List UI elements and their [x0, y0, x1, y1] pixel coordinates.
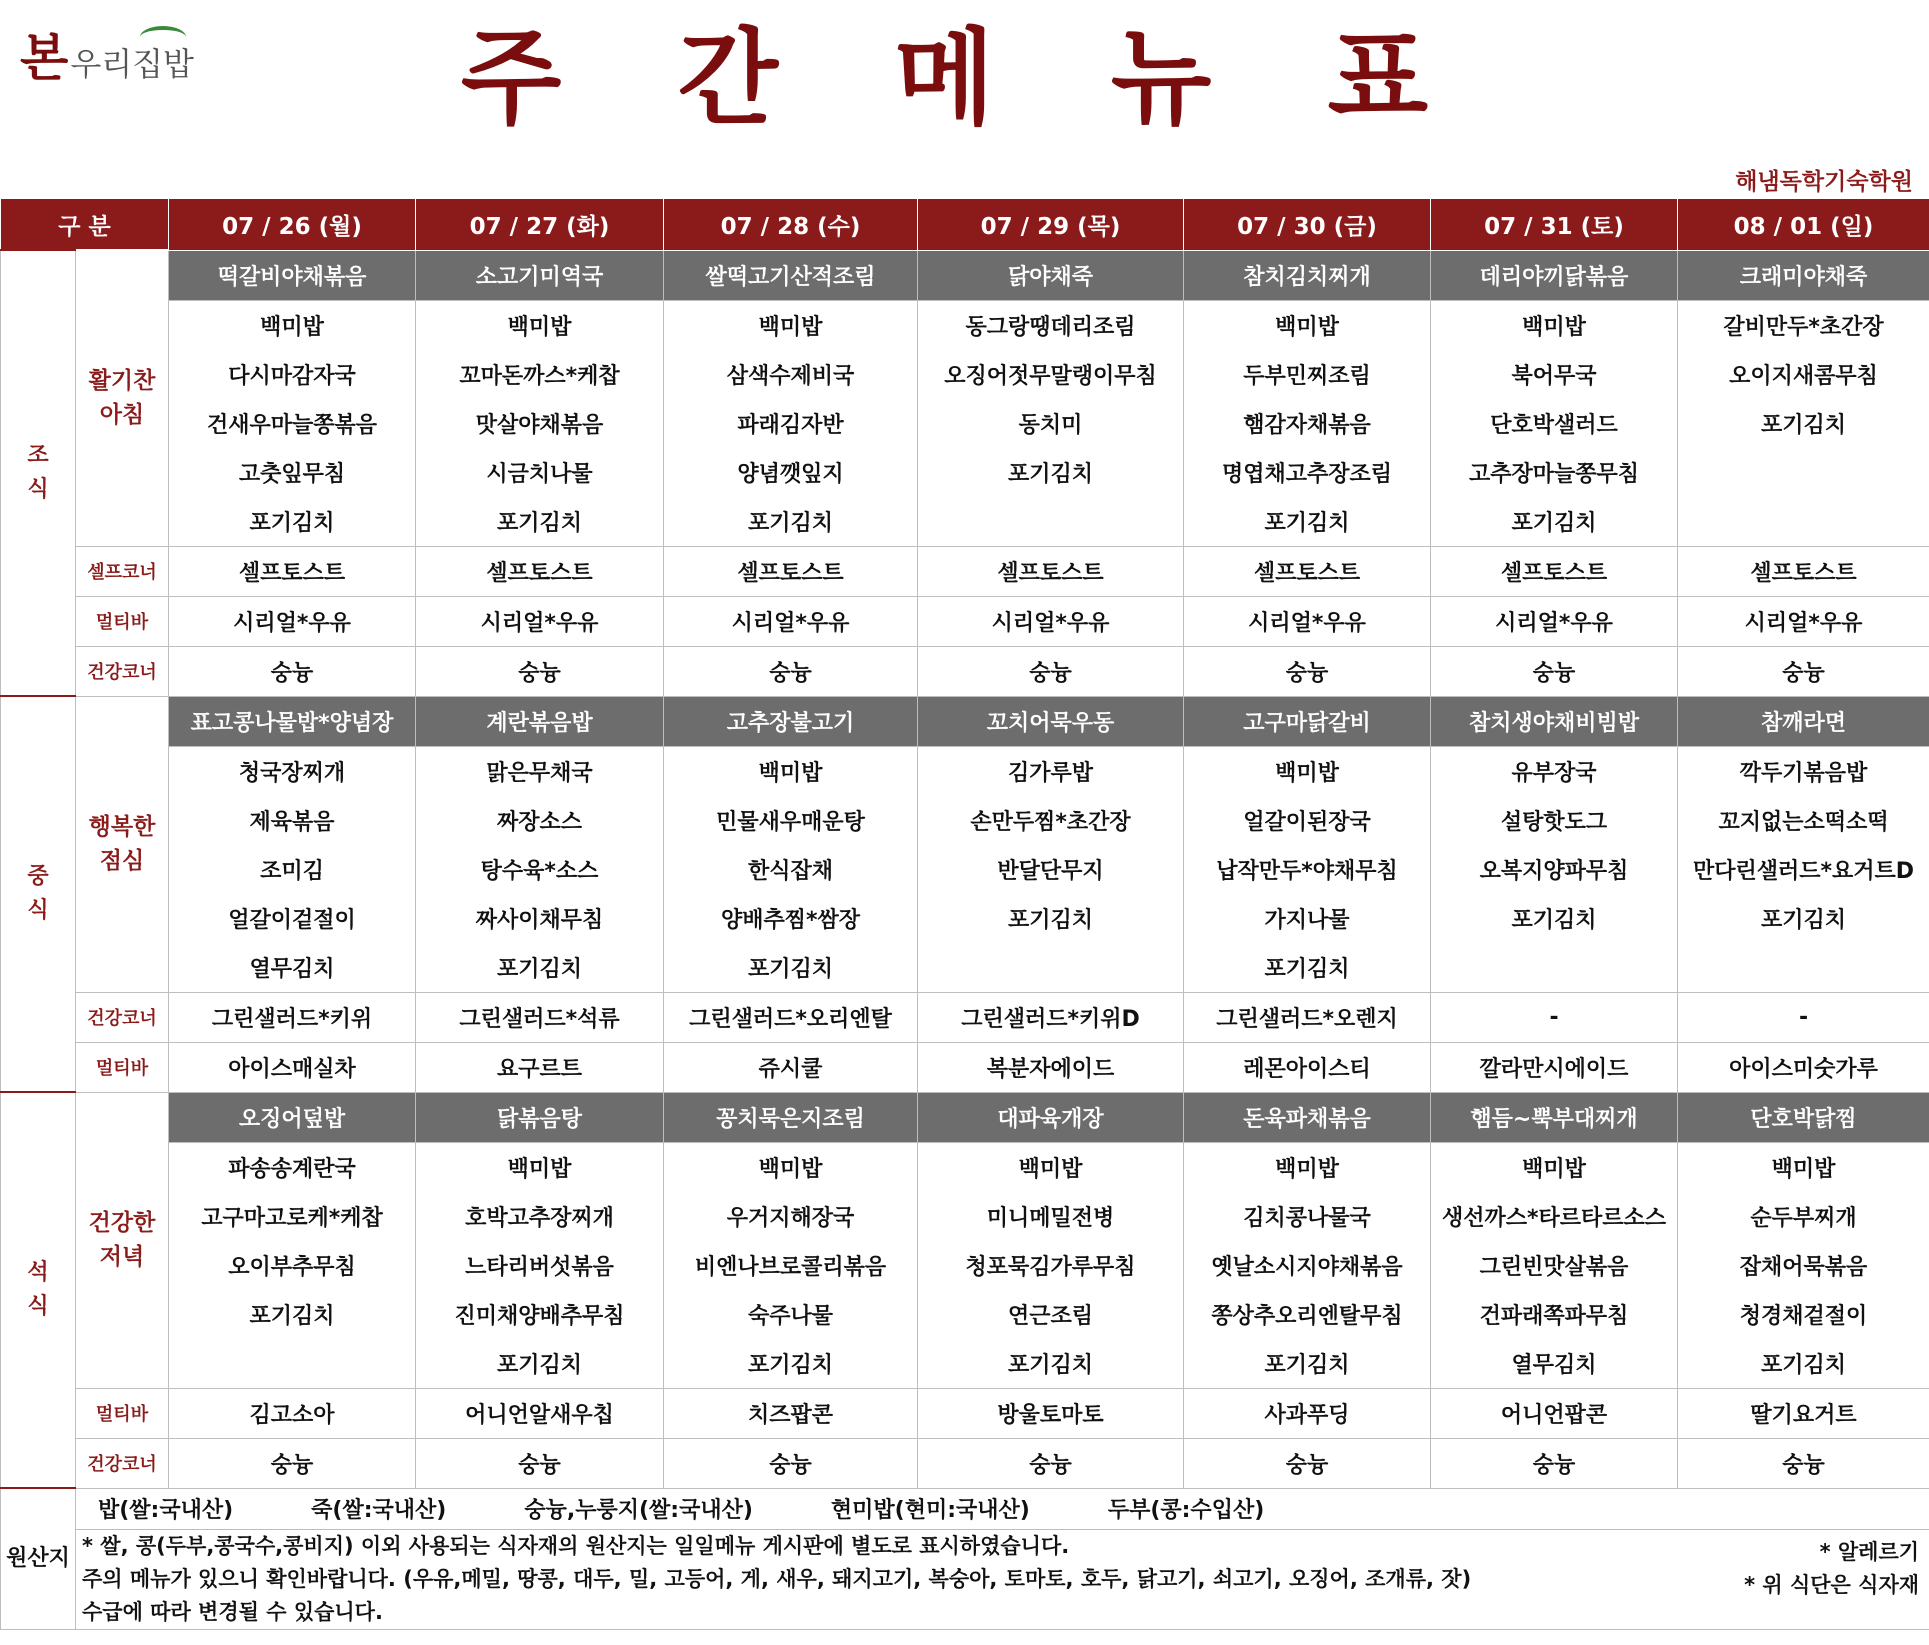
- side-dish: 가지나물: [1184, 894, 1431, 943]
- side-dish: 파래김자반: [664, 399, 918, 448]
- side-dish: 포기김치: [1678, 399, 1929, 448]
- corner-item: 시리얼*우유: [1431, 596, 1678, 646]
- allergy-note: * 알레르기: [1819, 1539, 1920, 1564]
- main-dish: 고추장불고기: [664, 696, 918, 746]
- main-dish: 참깨라면: [1678, 696, 1929, 746]
- corner-label: 멀티바: [76, 1042, 169, 1092]
- side-dish: 파송송계란국: [169, 1142, 416, 1192]
- main-dish: 소고기미역국: [416, 250, 664, 300]
- side-dish: [918, 943, 1184, 993]
- corner-row: [1, 1042, 1929, 1092]
- side-dish-row: [1, 448, 1929, 497]
- corner-item: 아이스매실차: [169, 1042, 416, 1092]
- origin-label: 원산지: [1, 1488, 76, 1629]
- side-dish: 포기김치: [169, 1290, 416, 1339]
- header-row: [1, 199, 1929, 251]
- header-day: 07 / 31 (토): [1431, 199, 1678, 251]
- side-dish: 포기김치: [664, 1339, 918, 1389]
- side-dish: 납작만두*야채무침: [1184, 845, 1431, 894]
- corner-item: 숭늉: [1184, 646, 1431, 696]
- side-dish: 백미밥: [1184, 1142, 1431, 1192]
- corner-item: 숭늉: [416, 1438, 664, 1488]
- corner-item: 셀프토스트: [664, 546, 918, 596]
- side-dish: 민물새우매운탕: [664, 796, 918, 845]
- side-dish: 쫑상추오리엔탈무침: [1184, 1290, 1431, 1339]
- side-dish: 백미밥: [169, 300, 416, 350]
- side-dish: 포기김치: [169, 497, 416, 547]
- weekly-menu-table: [0, 198, 1929, 1630]
- corner-item: 숭늉: [416, 646, 664, 696]
- side-dish-row: [1, 943, 1929, 993]
- corner-item: 셀프토스트: [1431, 546, 1678, 596]
- side-dish: 동치미: [918, 399, 1184, 448]
- corner-item: 숭늉: [1431, 1438, 1678, 1488]
- corner-item: 복분자에이드: [918, 1042, 1184, 1092]
- side-dish: 백미밥: [664, 746, 918, 796]
- side-dish-row: [1, 746, 1929, 796]
- side-dish: 삼색수제비국: [664, 350, 918, 399]
- side-dish: 잡채어묵볶음: [1678, 1241, 1929, 1290]
- corner-item: 어니언팝콘: [1431, 1388, 1678, 1438]
- side-dish: 포기김치: [918, 894, 1184, 943]
- side-dish: 손만두찜*초간장: [918, 796, 1184, 845]
- corner-item: 방울토마토: [918, 1388, 1184, 1438]
- origin-item: 죽(쌀:국내산): [311, 1498, 447, 1523]
- header-day: 07 / 27 (화): [416, 199, 664, 251]
- side-dish: 백미밥: [918, 1142, 1184, 1192]
- lunch-label: 중 식: [1, 696, 76, 1092]
- header-category: 구 분: [1, 199, 169, 251]
- corner-item: -: [1431, 992, 1678, 1042]
- header-day: 08 / 01 (일): [1678, 199, 1929, 251]
- side-dish: 유부장국: [1431, 746, 1678, 796]
- side-dish: 건새우마늘쫑볶음: [169, 399, 416, 448]
- side-dish: 맑은무채국: [416, 746, 664, 796]
- corner-item: 김고소아: [169, 1388, 416, 1438]
- side-dish-row: [1, 1192, 1929, 1241]
- header-day: 07 / 29 (목): [918, 199, 1184, 251]
- corner-label: 멀티바: [76, 1388, 169, 1438]
- dinner-label: 석 식: [1, 1092, 76, 1488]
- side-dish: 시금치나물: [416, 448, 664, 497]
- side-dish: 다시마감자국: [169, 350, 416, 399]
- side-dish: 연근조림: [918, 1290, 1184, 1339]
- side-dish: 우거지해장국: [664, 1192, 918, 1241]
- main-dish: 쌀떡고기산적조림: [664, 250, 918, 300]
- corner-item: 시리얼*우유: [416, 596, 664, 646]
- side-dish: 백미밥: [416, 1142, 664, 1192]
- corner-item: 그린샐러드*키위: [169, 992, 416, 1042]
- side-dish-row: [1, 300, 1929, 350]
- lunch-main-row: [1, 696, 1929, 746]
- header-day: 07 / 26 (월): [169, 199, 416, 251]
- side-dish: 열무김치: [169, 943, 416, 993]
- breakfast-sub-label: 활기찬 아침: [76, 250, 169, 546]
- corner-item: 쥬시쿨: [664, 1042, 918, 1092]
- supply-note: * 위 식단은 식자재: [1744, 1572, 1920, 1597]
- side-dish: 포기김치: [664, 497, 918, 547]
- corner-item: 숭늉: [1184, 1438, 1431, 1488]
- dinner-sub-label: 건강한 저녁: [76, 1092, 169, 1388]
- side-dish: 백미밥: [1184, 300, 1431, 350]
- corner-item: 셀프토스트: [1678, 546, 1929, 596]
- side-dish: 명엽채고추장조림: [1184, 448, 1431, 497]
- side-dish: 얼갈이된장국: [1184, 796, 1431, 845]
- side-dish: 백미밥: [416, 300, 664, 350]
- dinner-main-row: [1, 1092, 1929, 1142]
- side-dish: 얼갈이겉절이: [169, 894, 416, 943]
- side-dish: 꼬지없는소떡소떡: [1678, 796, 1929, 845]
- side-dish: 백미밥: [1184, 746, 1431, 796]
- side-dish: 백미밥: [1678, 1142, 1929, 1192]
- corner-row: [1, 596, 1929, 646]
- side-dish: 짜장소스: [416, 796, 664, 845]
- corner-item: 사과푸딩: [1184, 1388, 1431, 1438]
- side-dish: 고추장마늘쫑무침: [1431, 448, 1678, 497]
- side-dish-row: [1, 796, 1929, 845]
- corner-item: 그린샐러드*오렌지: [1184, 992, 1431, 1042]
- origin-item: 밥(쌀:국내산): [98, 1498, 234, 1523]
- side-dish: 두부민찌조림: [1184, 350, 1431, 399]
- side-dish: 만다린샐러드*요거트D: [1678, 845, 1929, 894]
- side-dish: 갈비만두*초간장: [1678, 300, 1929, 350]
- menu-body: [1, 250, 1929, 1488]
- origin-section: [1, 1488, 1929, 1629]
- side-dish: 김가루밥: [918, 746, 1184, 796]
- side-dish: 맛살야채볶음: [416, 399, 664, 448]
- side-dish: 호박고추장찌개: [416, 1192, 664, 1241]
- side-dish: 포기김치: [1431, 497, 1678, 547]
- side-dish: 포기김치: [1184, 943, 1431, 993]
- side-dish: 짜사이채무침: [416, 894, 664, 943]
- side-dish: 포기김치: [1184, 1339, 1431, 1389]
- corner-item: 숭늉: [918, 1438, 1184, 1488]
- side-dish: 오이지새콤무침: [1678, 350, 1929, 399]
- side-dish: 오복지양파무침: [1431, 845, 1678, 894]
- side-dish: 양념깻잎지: [664, 448, 918, 497]
- logo-name: 우리집밥: [70, 45, 194, 83]
- side-dish: 제육볶음: [169, 796, 416, 845]
- side-dish: 포기김치: [918, 1339, 1184, 1389]
- side-dish-row: [1, 1290, 1929, 1339]
- main-dish: 참치김치찌개: [1184, 250, 1431, 300]
- side-dish: 포기김치: [1431, 894, 1678, 943]
- side-dish: [1678, 497, 1929, 547]
- origin-item: 현미밥(현미:국내산): [830, 1498, 1030, 1523]
- breakfast-label: 조 식: [1, 250, 76, 696]
- origin-note: 수급에 따라 변경될 수 있습니다.: [82, 1599, 383, 1624]
- side-dish-row: [1, 1142, 1929, 1192]
- main-dish: 꼬치어묵우동: [918, 696, 1184, 746]
- side-dish: 열무김치: [1431, 1339, 1678, 1389]
- side-dish: 포기김치: [416, 1339, 664, 1389]
- origin-item: 두부(콩:수입산): [1107, 1498, 1265, 1523]
- side-dish: 그린빈맛살볶음: [1431, 1241, 1678, 1290]
- main-dish: 단호박닭찜: [1678, 1092, 1929, 1142]
- side-dish: 백미밥: [1431, 300, 1678, 350]
- corner-item: 셀프토스트: [918, 546, 1184, 596]
- side-dish: 포기김치: [664, 943, 918, 993]
- side-dish-row: [1, 497, 1929, 547]
- header-day: 07 / 30 (금): [1184, 199, 1431, 251]
- side-dish: [169, 1339, 416, 1389]
- side-dish: 포기김치: [918, 448, 1184, 497]
- corner-label: 건강코너: [76, 1438, 169, 1488]
- side-dish: 청포묵김가루무침: [918, 1241, 1184, 1290]
- side-dish: [1678, 448, 1929, 497]
- side-dish: 고춧잎무침: [169, 448, 416, 497]
- main-dish: 표고콩나물밥*양념장: [169, 696, 416, 746]
- origin-note: * 쌀, 콩(두부,콩국수,콩비지) 이외 사용되는 식자재의 원산지는 일일메뉴 게시판에 별도로 표시하였습니다.: [82, 1533, 1070, 1558]
- corner-item: 그린샐러드*키위D: [918, 992, 1184, 1042]
- corner-item: 시리얼*우유: [664, 596, 918, 646]
- origin-notes: [76, 1529, 1929, 1629]
- corner-item: 숭늉: [918, 646, 1184, 696]
- main-dish: 닭볶음탕: [416, 1092, 664, 1142]
- corner-item: 숭늉: [1678, 1438, 1929, 1488]
- corner-item: 아이스미숫가루: [1678, 1042, 1929, 1092]
- side-dish: 깍두기볶음밥: [1678, 746, 1929, 796]
- corner-row: [1, 1388, 1929, 1438]
- corner-item: 숭늉: [664, 646, 918, 696]
- corner-item: 숭늉: [169, 1438, 416, 1488]
- corner-item: 요구르트: [416, 1042, 664, 1092]
- main-dish: 크래미야채죽: [1678, 250, 1929, 300]
- corner-row: [1, 1438, 1929, 1488]
- side-dish-row: [1, 350, 1929, 399]
- corner-item: 숭늉: [1431, 646, 1678, 696]
- side-dish: 오이부추무침: [169, 1241, 416, 1290]
- side-dish-row: [1, 1241, 1929, 1290]
- side-dish: 백미밥: [664, 1142, 918, 1192]
- side-dish: 순두부찌개: [1678, 1192, 1929, 1241]
- side-dish: 탕수육*소스: [416, 845, 664, 894]
- corner-item: 깔라만시에이드: [1431, 1042, 1678, 1092]
- corner-row: [1, 546, 1929, 596]
- side-dish-row: [1, 845, 1929, 894]
- side-dish: [918, 497, 1184, 547]
- school-name: 해냄독학기숙학원: [1735, 169, 1913, 195]
- side-dish: 반달단무지: [918, 845, 1184, 894]
- side-dish-row: [1, 399, 1929, 448]
- side-dish: [1431, 943, 1678, 993]
- corner-item: 치즈팝콘: [664, 1388, 918, 1438]
- side-dish: 진미채양배추무침: [416, 1290, 664, 1339]
- main-dish: 닭야채죽: [918, 250, 1184, 300]
- main-dish: 참치생야채비빔밥: [1431, 696, 1678, 746]
- corner-item: 시리얼*우유: [1184, 596, 1431, 646]
- origin-note: 주의 메뉴가 있으니 확인바랍니다. (우유,메밀, 땅콩, 대두, 밀, 고등어, 게, 새우, 돼지고기, 복숭아, 토마토, 호두, 닭고기, 쇠고기, 오징어, 조개류, 잣): [82, 1566, 1472, 1591]
- main-dish: 대파육개장: [918, 1092, 1184, 1142]
- logo-mark: 본: [20, 29, 69, 87]
- side-dish: 백미밥: [1431, 1142, 1678, 1192]
- side-dish: 청경채겉절이: [1678, 1290, 1929, 1339]
- corner-item: 시리얼*우유: [918, 596, 1184, 646]
- corner-item: 숭늉: [1678, 646, 1929, 696]
- corner-item: 시리얼*우유: [1678, 596, 1929, 646]
- side-dish: 김치콩나물국: [1184, 1192, 1431, 1241]
- side-dish: 청국장찌개: [169, 746, 416, 796]
- side-dish: 건파래쪽파무침: [1431, 1290, 1678, 1339]
- side-dish: [1678, 943, 1929, 993]
- corner-label: 셀프코너: [76, 546, 169, 596]
- breakfast-main-row: [1, 250, 1929, 300]
- side-dish: 고구마고로케*케찹: [169, 1192, 416, 1241]
- side-dish: 한식잡채: [664, 845, 918, 894]
- corner-item: 셀프토스트: [1184, 546, 1431, 596]
- side-dish: 포기김치: [1184, 497, 1431, 547]
- corner-item: -: [1678, 992, 1929, 1042]
- corner-label: 멀티바: [76, 596, 169, 646]
- side-dish: 포기김치: [1678, 894, 1929, 943]
- origin-items: [76, 1488, 1929, 1529]
- main-dish: 고구마닭갈비: [1184, 696, 1431, 746]
- side-dish: 비엔나브로콜리볶음: [664, 1241, 918, 1290]
- corner-item: 셀프토스트: [416, 546, 664, 596]
- side-dish-row: [1, 894, 1929, 943]
- side-dish: 포기김치: [416, 943, 664, 993]
- main-dish: 데리야끼닭볶음: [1431, 250, 1678, 300]
- main-dish: 오징어덮밥: [169, 1092, 416, 1142]
- side-dish: 북어무국: [1431, 350, 1678, 399]
- corner-item: 시리얼*우유: [169, 596, 416, 646]
- main-dish: 떡갈비야채볶음: [169, 250, 416, 300]
- corner-row: [1, 646, 1929, 696]
- side-dish: 생선까스*타르타르소스: [1431, 1192, 1678, 1241]
- main-dish: 햄듬~뿍부대찌개: [1431, 1092, 1678, 1142]
- corner-row: [1, 992, 1929, 1042]
- corner-label: 건강코너: [76, 992, 169, 1042]
- side-dish: 햄감자채볶음: [1184, 399, 1431, 448]
- side-dish: 동그랑땡데리조림: [918, 300, 1184, 350]
- lunch-sub-label: 행복한 점심: [76, 696, 169, 992]
- side-dish: 오징어젓무말랭이무침: [918, 350, 1184, 399]
- corner-item: 셀프토스트: [169, 546, 416, 596]
- corner-item: 어니언알새우칩: [416, 1388, 664, 1438]
- origin-item: 숭늉,누룽지(쌀:국내산): [524, 1498, 753, 1523]
- side-dish: 미니메밀전병: [918, 1192, 1184, 1241]
- side-dish: 양배추찜*쌈장: [664, 894, 918, 943]
- side-dish: 설탕핫도그: [1431, 796, 1678, 845]
- main-dish: 돈육파채볶음: [1184, 1092, 1431, 1142]
- side-dish: 꼬마돈까스*케찹: [416, 350, 664, 399]
- corner-item: 숭늉: [664, 1438, 918, 1488]
- main-dish: 꽁치묵은지조림: [664, 1092, 918, 1142]
- corner-item: 그린샐러드*오리엔탈: [664, 992, 918, 1042]
- corner-item: 숭늉: [169, 646, 416, 696]
- side-dish: 백미밥: [664, 300, 918, 350]
- side-dish-row: [1, 1339, 1929, 1389]
- side-dish: 옛날소시지야채볶음: [1184, 1241, 1431, 1290]
- main-dish: 계란볶음밥: [416, 696, 664, 746]
- side-dish: 단호박샐러드: [1431, 399, 1678, 448]
- side-dish: 숙주나물: [664, 1290, 918, 1339]
- page-title: 주 간 메 뉴 표: [460, 17, 1469, 139]
- side-dish: 포기김치: [1678, 1339, 1929, 1389]
- corner-item: 레몬아이스티: [1184, 1042, 1431, 1092]
- header-day: 07 / 28 (수): [664, 199, 918, 251]
- side-dish: 포기김치: [416, 497, 664, 547]
- side-dish: 느타리버섯볶음: [416, 1241, 664, 1290]
- corner-item: 딸기요거트: [1678, 1388, 1929, 1438]
- side-dish: 조미김: [169, 845, 416, 894]
- corner-item: 그린샐러드*석류: [416, 992, 664, 1042]
- corner-label: 건강코너: [76, 646, 169, 696]
